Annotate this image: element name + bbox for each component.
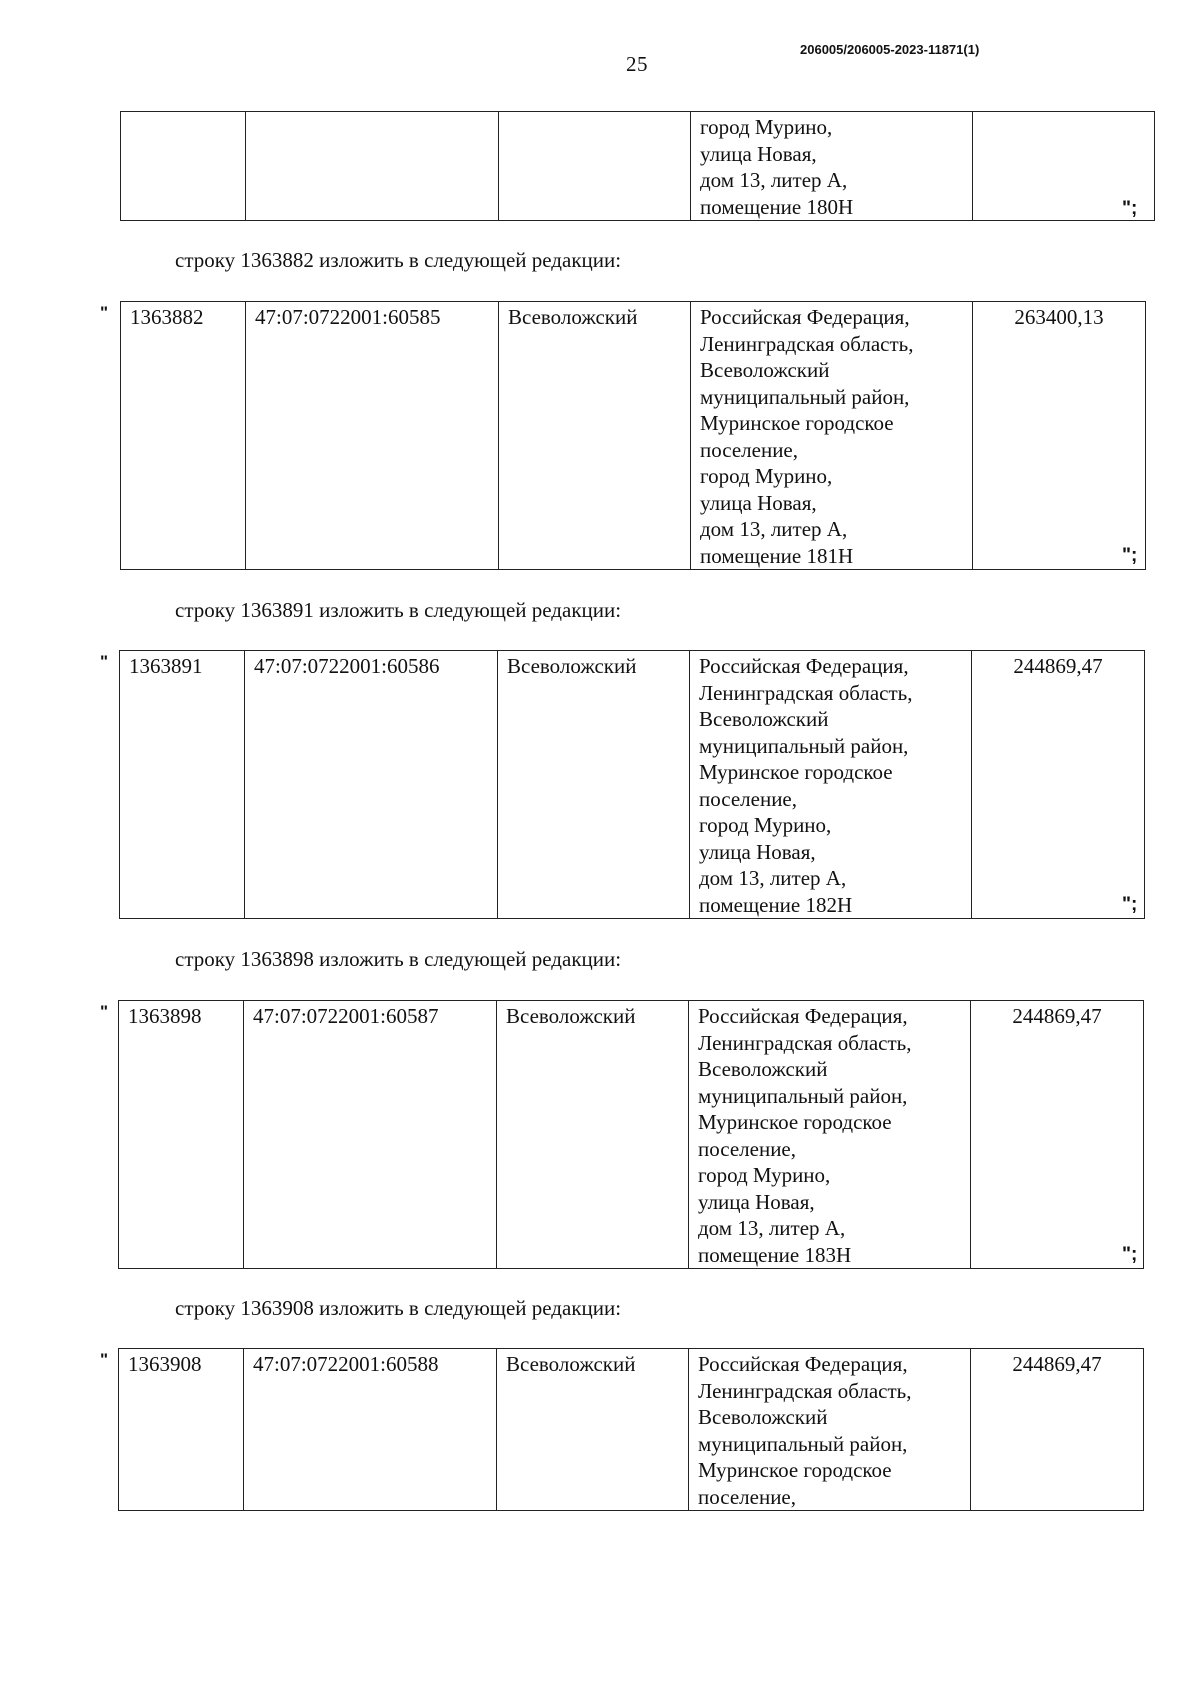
- address-line: Всеволожский: [699, 707, 829, 731]
- address-line: поселение,: [700, 437, 799, 462]
- cell-cadastral: 47:07:0722001:60586: [245, 651, 498, 919]
- table-row: [121, 302, 1146, 570]
- address-line: дом 13, литер А,: [699, 866, 847, 890]
- cell-cadastral: 47:07:0722001:60588: [244, 1349, 497, 1511]
- cell-value: 244869,47: [971, 1349, 1144, 1511]
- table-row: [120, 651, 1145, 919]
- document-number: 206005/206005-2023-11871(1): [800, 42, 980, 57]
- address-line: Российская Федерация,: [698, 1352, 908, 1376]
- address-line: поселение,: [698, 1484, 797, 1509]
- continuation-table: [120, 111, 1155, 221]
- address-line: муниципальный район,: [698, 1083, 908, 1108]
- address-line: Муринское городское: [698, 1110, 892, 1134]
- instruction-text: строку 1363882 изложить в следующей редакции:: [175, 248, 622, 272]
- closing-quote: ";: [1122, 1244, 1138, 1265]
- address-line: город Мурино,: [698, 1163, 831, 1187]
- cell-cadastral: 47:07:0722001:60585: [246, 302, 499, 570]
- address-line: муниципальный район,: [699, 733, 909, 758]
- cell-id: 1363882: [121, 302, 246, 570]
- address-line: Муринское городское: [699, 760, 893, 784]
- address-line: дом 13, литер А,: [700, 517, 848, 541]
- address-line: город Мурино,: [699, 813, 832, 837]
- address-line: Муринское городское: [700, 411, 894, 435]
- closing-quote: ";: [1122, 894, 1138, 915]
- address-line: Ленинградская область,: [699, 680, 913, 705]
- opening-quote: ": [100, 1002, 109, 1021]
- address-line: Ленинградская область,: [698, 1030, 912, 1055]
- address-line: Всеволожский: [700, 358, 830, 382]
- address-line: Российская Федерация,: [699, 654, 909, 678]
- address-line: дом 13, литер А,: [698, 1216, 846, 1240]
- cell-id: 1363908: [119, 1349, 244, 1511]
- address-line: Российская Федерация,: [700, 305, 910, 329]
- opening-quote: ": [100, 652, 109, 671]
- address-line: Ленинградская область,: [700, 331, 914, 356]
- cell-id: 1363891: [120, 651, 245, 919]
- page-number: 25: [626, 52, 648, 76]
- address-line: улица Новая,: [699, 839, 816, 864]
- address-line: муниципальный район,: [698, 1431, 908, 1456]
- cell-district: Всеволожский: [499, 302, 691, 570]
- table-row: [119, 1001, 1144, 1269]
- replacement-table: [118, 1000, 1144, 1269]
- address-line: Всеволожский: [698, 1057, 828, 1081]
- address-line: город Мурино,: [700, 464, 833, 488]
- cell-id: 1363898: [119, 1001, 244, 1269]
- table-row: [121, 112, 1155, 221]
- replacement-table: [120, 301, 1146, 570]
- address-line: Всеволожский: [698, 1405, 828, 1429]
- opening-quote: ": [100, 1350, 109, 1369]
- cell-district: Всеволожский: [497, 1001, 689, 1269]
- address-line: помещение 183Н: [698, 1242, 852, 1267]
- instruction-text: строку 1363891 изложить в следующей редакции:: [175, 598, 622, 622]
- cell-district: Всеволожский: [497, 1349, 689, 1511]
- cell-district: Всеволожский: [498, 651, 690, 919]
- address-line: Муринское городское: [698, 1458, 892, 1482]
- cell-id: [121, 112, 246, 221]
- address-line: муниципальный район,: [700, 384, 910, 409]
- closing-quote: ";: [1122, 545, 1138, 566]
- address-line: помещение 181Н: [700, 543, 854, 568]
- cell-address: [691, 112, 973, 221]
- cell-district: [499, 112, 691, 221]
- cell-address: [689, 1349, 971, 1511]
- cell-value: 263400,13: [973, 302, 1146, 570]
- replacement-table: [119, 650, 1145, 919]
- address-line: поселение,: [699, 786, 798, 811]
- instruction-text: строку 1363898 изложить в следующей редакции:: [175, 947, 622, 971]
- address-line: улица Новая,: [700, 141, 817, 166]
- cell-address: [690, 651, 972, 919]
- address-line: помещение 180Н: [700, 194, 854, 219]
- address-line: Российская Федерация,: [698, 1004, 908, 1028]
- address-line: город Мурино,: [700, 115, 833, 139]
- cell-address: [691, 302, 973, 570]
- table-row: [119, 1349, 1144, 1511]
- address-line: Ленинградская область,: [698, 1378, 912, 1403]
- address-line: улица Новая,: [700, 490, 817, 515]
- instruction-text: строку 1363908 изложить в следующей редакции:: [175, 1296, 622, 1320]
- cell-address: [689, 1001, 971, 1269]
- address-line: дом 13, литер А,: [700, 168, 848, 192]
- cell-value: 244869,47: [972, 651, 1145, 919]
- replacement-table: [118, 1348, 1144, 1511]
- address-line: помещение 182Н: [699, 892, 853, 917]
- cell-value: 244869,47: [971, 1001, 1144, 1269]
- address-line: улица Новая,: [698, 1189, 815, 1214]
- opening-quote: ": [100, 303, 109, 322]
- cell-cadastral: 47:07:0722001:60587: [244, 1001, 497, 1269]
- cell-cadastral: [246, 112, 499, 221]
- address-line: поселение,: [698, 1136, 797, 1161]
- closing-quote: ";: [1122, 198, 1138, 219]
